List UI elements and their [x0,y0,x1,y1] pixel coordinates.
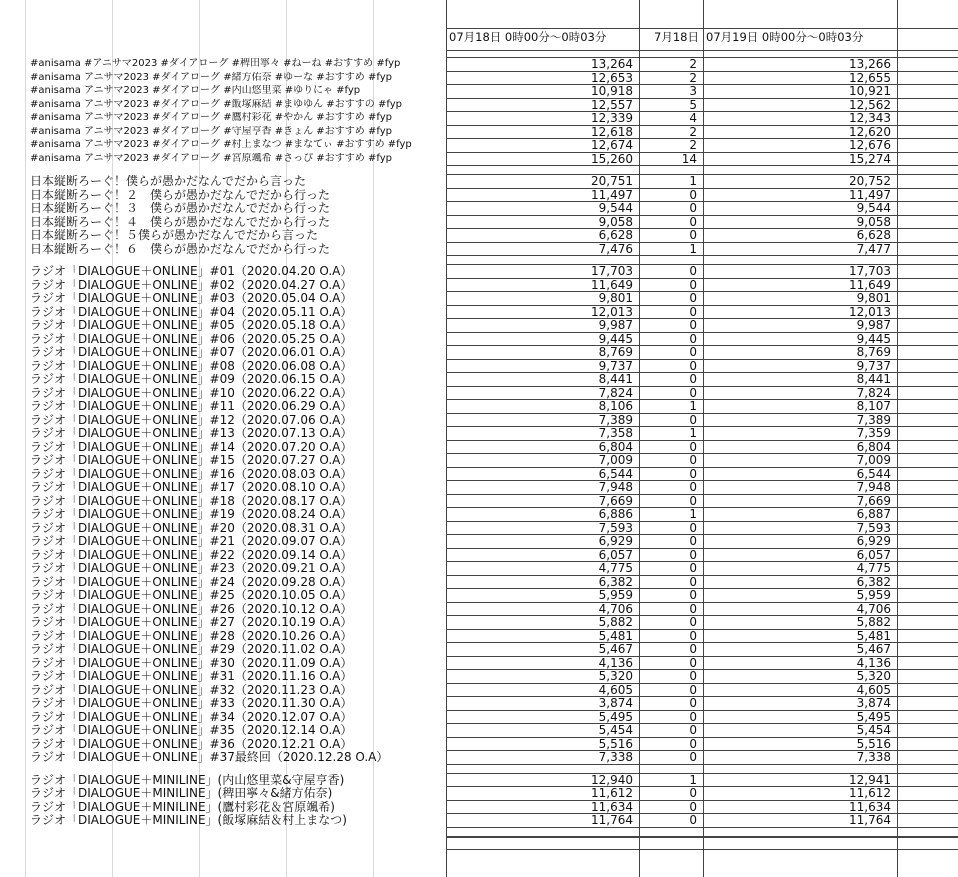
row-name-cell[interactable]: ラジオ「DIALOGUE＋ONLINE」#32（2020.11.23 O.A） [30,684,353,696]
value-cell-col-a[interactable]: 5,959 [598,589,633,601]
value-cell-col-c[interactable]: 13,266 [849,58,891,70]
row-gridline [446,827,958,828]
row-gridline [446,28,958,29]
row-name-cell[interactable]: ラジオ「DIALOGUE＋ONLINE」#10（2020.06.22 O.A） [30,387,353,399]
value-cell-col-c[interactable]: 7,593 [856,522,891,534]
value-cell-col-c[interactable]: 11,764 [849,814,891,826]
value-cell-col-b[interactable]: 0 [689,738,697,750]
row-name-cell[interactable]: ラジオ「DIALOGUE＋MINILINE」(内山悠里菜&守屋亨香) [30,774,345,786]
value-cell-col-b[interactable]: 0 [689,292,697,304]
value-cell-col-b[interactable]: 2 [689,126,697,138]
row-name-cell[interactable]: ラジオ「DIALOGUE＋ONLINE」#29（2020.11.02 O.A） [30,643,353,655]
value-cell-col-a[interactable]: 9,544 [598,202,633,214]
value-cell-col-c[interactable]: 4,706 [856,603,891,615]
value-cell-col-c[interactable]: 6,544 [856,468,891,480]
value-cell-col-a[interactable]: 11,634 [591,801,633,813]
row-name-cell[interactable]: ラジオ「DIALOGUE＋ONLINE」#14（2020.07.20 O.A） [30,441,353,453]
value-cell-col-b[interactable]: 14 [681,153,697,165]
value-cell-col-a[interactable]: 7,358 [598,427,633,439]
value-cell-col-c[interactable]: 9,801 [856,292,891,304]
value-cell-col-a[interactable]: 17,703 [591,265,633,277]
value-cell-col-b[interactable]: 0 [689,522,697,534]
value-cell-col-b[interactable]: 0 [689,373,697,385]
value-cell-col-b[interactable]: 0 [689,684,697,696]
row-name-cell[interactable]: ラジオ「DIALOGUE＋ONLINE」#16（2020.08.03 O.A） [30,468,353,480]
value-cell-col-b[interactable]: 0 [689,306,697,318]
row-name-cell[interactable]: 日本縦断ろーぐ！４ 僕らが愚かだなんでだから行った [30,216,331,228]
value-cell-col-a[interactable]: 7,593 [598,522,633,534]
row-name-cell[interactable]: #anisama #アニサマ2023 #ダイアローグ #稗田寧々 #ねーね #おすすめ #fyp [30,58,401,69]
value-cell-col-b[interactable]: 0 [689,697,697,709]
row-name-cell[interactable]: 日本縦断ろーぐ！５僕らが愚かだなんでだから言った [30,229,319,241]
value-cell-col-c[interactable]: 5,320 [856,670,891,682]
value-cell-col-c[interactable]: 12,655 [849,72,891,84]
row-name-cell[interactable]: ラジオ「DIALOGUE＋ONLINE」#01（2020.04.20 O.A） [30,265,353,277]
value-cell-col-c[interactable]: 12,343 [849,112,891,124]
row-name-cell[interactable]: ラジオ「DIALOGUE＋ONLINE」#21（2020.09.07 O.A） [30,535,353,547]
value-cell-col-a[interactable]: 5,454 [598,724,633,736]
row-name-cell[interactable]: ラジオ「DIALOGUE＋ONLINE」#05（2020.05.18 O.A） [30,319,353,331]
value-cell-col-c[interactable]: 5,481 [856,630,891,642]
value-cell-col-c[interactable]: 7,338 [856,751,891,763]
value-cell-col-c[interactable]: 3,874 [856,697,891,709]
row-gridline [446,849,958,850]
row-name-cell[interactable]: ラジオ「DIALOGUE＋MINILINE」(鷹村彩花＆宮原颯希) [30,801,335,813]
value-cell-col-a[interactable]: 7,009 [598,454,633,466]
value-cell-col-a[interactable]: 11,497 [591,189,633,201]
value-cell-col-b[interactable]: 0 [689,279,697,291]
row-name-cell[interactable]: ラジオ「DIALOGUE＋ONLINE」#23（2020.09.21 O.A） [30,562,353,574]
value-cell-col-c[interactable]: 9,544 [856,202,891,214]
value-cell-col-a[interactable]: 7,669 [598,495,633,507]
row-name-cell[interactable]: ラジオ「DIALOGUE＋ONLINE」#15（2020.07.27 O.A） [30,454,353,466]
value-cell-col-a[interactable]: 4,605 [598,684,633,696]
row-name-cell[interactable]: ラジオ「DIALOGUE＋ONLINE」#26（2020.10.12 O.A） [30,603,353,615]
row-name-cell[interactable]: ラジオ「DIALOGUE＋ONLINE」#13（2020.07.13 O.A） [30,427,353,439]
row-name-cell[interactable]: ラジオ「DIALOGUE＋ONLINE」#30（2020.11.09 O.A） [30,657,353,669]
value-cell-col-c[interactable]: 7,389 [856,414,891,426]
value-cell-col-a[interactable]: 5,320 [598,670,633,682]
value-cell-col-c[interactable]: 6,057 [856,549,891,561]
value-cell-col-a[interactable]: 5,467 [598,643,633,655]
value-cell-col-c[interactable]: 9,737 [856,360,891,372]
value-cell-col-b[interactable]: 0 [689,787,697,799]
value-cell-col-b[interactable]: 3 [689,85,697,97]
value-cell-col-c[interactable]: 6,628 [856,229,891,241]
column-gridline [897,0,898,877]
row-name-cell[interactable]: 日本縦断ろーぐ！６ 僕らが愚かだなんでだから行った [30,243,331,255]
row-name-cell[interactable]: ラジオ「DIALOGUE＋ONLINE」#06（2020.05.25 O.A） [30,333,353,345]
value-cell-col-b[interactable]: 0 [689,576,697,588]
row-name-cell[interactable]: ラジオ「DIALOGUE＋ONLINE」#24（2020.09.28 O.A） [30,576,353,588]
row-name-cell[interactable]: ラジオ「DIALOGUE＋ONLINE」#02（2020.04.27 O.A） [30,279,353,291]
value-cell-col-c[interactable]: 4,605 [856,684,891,696]
value-cell-col-c[interactable]: 11,612 [849,787,891,799]
value-cell-col-a[interactable]: 12,674 [591,139,633,151]
value-cell-col-c[interactable]: 6,804 [856,441,891,453]
value-cell-col-b[interactable]: 0 [689,603,697,615]
value-cell-col-c[interactable]: 11,497 [849,189,891,201]
value-cell-col-b[interactable]: 0 [689,202,697,214]
value-cell-col-b[interactable]: 0 [689,562,697,574]
value-cell-col-a[interactable]: 6,544 [598,468,633,480]
value-cell-col-c[interactable]: 8,441 [856,373,891,385]
value-cell-col-a[interactable]: 9,737 [598,360,633,372]
value-cell-col-a[interactable]: 5,516 [598,738,633,750]
row-name-cell[interactable]: ラジオ「DIALOGUE＋ONLINE」#36（2020.12.21 O.A） [30,738,353,750]
value-cell-col-a[interactable]: 6,929 [598,535,633,547]
value-cell-col-c[interactable]: 6,929 [856,535,891,547]
row-name-cell[interactable]: ラジオ「DIALOGUE＋ONLINE」#17（2020.08.10 O.A） [30,481,353,493]
value-cell-col-a[interactable]: 8,769 [598,346,633,358]
row-name-cell[interactable]: ラジオ「DIALOGUE＋ONLINE」#35（2020.12.14 O.A） [30,724,353,736]
value-cell-col-a[interactable]: 6,382 [598,576,633,588]
value-cell-col-a[interactable]: 15,260 [591,153,633,165]
value-cell-col-c[interactable]: 9,445 [856,333,891,345]
value-cell-col-b[interactable]: 0 [689,360,697,372]
row-name-cell[interactable]: ラジオ「DIALOGUE＋ONLINE」#34（2020.12.07 O.A） [30,711,353,723]
row-name-cell[interactable]: ラジオ「DIALOGUE＋ONLINE」#07（2020.06.01 O.A） [30,346,353,358]
value-cell-col-a[interactable]: 12,653 [591,72,633,84]
value-cell-col-b[interactable]: 0 [689,535,697,547]
column-gridline [25,0,26,877]
value-cell-col-b[interactable]: 0 [689,495,697,507]
header-col-a[interactable]: 07月18日 0時00分～0時03分 [449,30,607,44]
value-cell-col-a[interactable]: 5,495 [598,711,633,723]
value-cell-col-c[interactable]: 12,620 [849,126,891,138]
header-col-b[interactable]: 7月18日 [654,30,699,44]
row-gridline [446,255,958,256]
value-cell-col-b[interactable]: 0 [689,481,697,493]
value-cell-col-b[interactable]: 0 [689,630,697,642]
value-cell-col-c[interactable]: 5,516 [856,738,891,750]
value-cell-col-c[interactable]: 4,136 [856,657,891,669]
value-cell-col-a[interactable]: 6,057 [598,549,633,561]
value-cell-col-b[interactable]: 1 [689,175,697,187]
value-cell-col-a[interactable]: 10,918 [591,85,633,97]
value-cell-col-b[interactable]: 0 [689,387,697,399]
value-cell-col-a[interactable]: 9,987 [598,319,633,331]
row-name-cell[interactable]: 日本縦断ろーぐ！３ 僕らが愚かだなんでだから行った [30,202,331,214]
value-cell-col-b[interactable]: 2 [689,58,697,70]
value-cell-col-b[interactable]: 4 [689,112,697,124]
value-cell-col-c[interactable]: 11,649 [849,279,891,291]
value-cell-col-a[interactable]: 4,706 [598,603,633,615]
row-name-cell[interactable]: ラジオ「DIALOGUE＋ONLINE」#11（2020.06.29 O.A） [30,400,353,412]
value-cell-col-b[interactable]: 2 [689,72,697,84]
value-cell-col-c[interactable]: 12,013 [849,306,891,318]
row-gridline [446,165,958,166]
value-cell-col-b[interactable]: 0 [689,549,697,561]
value-cell-col-c[interactable]: 20,752 [849,175,891,187]
value-cell-col-c[interactable]: 7,669 [856,495,891,507]
row-name-cell[interactable]: ラジオ「DIALOGUE＋ONLINE」#09（2020.06.15 O.A） [30,373,353,385]
value-cell-col-b[interactable]: 1 [689,427,697,439]
row-name-cell[interactable]: ラジオ「DIALOGUE＋ONLINE」#03（2020.05.04 O.A） [30,292,353,304]
value-cell-col-b[interactable]: 0 [689,414,697,426]
row-gridline [446,764,958,765]
value-cell-col-a[interactable]: 11,764 [591,814,633,826]
value-cell-col-c[interactable]: 9,058 [856,216,891,228]
row-name-cell[interactable]: ラジオ「DIALOGUE＋ONLINE」#25（2020.10.05 O.A） [30,589,353,601]
value-cell-col-c[interactable]: 7,477 [856,243,891,255]
row-name-cell[interactable]: ラジオ「DIALOGUE＋ONLINE」#12（2020.07.06 O.A） [30,414,353,426]
value-cell-col-c[interactable]: 6,887 [856,508,891,520]
value-cell-col-b[interactable]: 0 [689,319,697,331]
value-cell-col-a[interactable]: 8,106 [598,400,633,412]
value-cell-col-a[interactable]: 6,886 [598,508,633,520]
value-cell-col-a[interactable]: 7,476 [598,243,633,255]
value-cell-col-a[interactable]: 9,058 [598,216,633,228]
value-cell-col-c[interactable]: 7,824 [856,387,891,399]
value-cell-col-c[interactable]: 5,959 [856,589,891,601]
row-name-cell[interactable]: #anisama アニサマ2023 #ダイアローグ #村上まなつ #まなてぃ #おすすめ #fyp [30,139,412,150]
row-name-cell[interactable]: ラジオ「DIALOGUE＋ONLINE」#22（2020.09.14 O.A） [30,549,353,561]
value-cell-col-b[interactable]: 0 [689,724,697,736]
value-cell-col-a[interactable]: 12,940 [591,774,633,786]
value-cell-col-a[interactable]: 3,874 [598,697,633,709]
value-cell-col-b[interactable]: 0 [689,468,697,480]
row-name-cell[interactable]: #anisama アニサマ2023 #ダイアローグ #守屋亨香 #きょん #おすすめ #fyp [30,126,392,137]
header-col-c[interactable]: 07月19日 0時00分～0時03分 [706,30,864,44]
row-name-cell[interactable]: #anisama アニサマ2023 #ダイアローグ #飯塚麻結 #まゆゆん #おすすの #fyp [30,99,402,110]
value-cell-col-b[interactable]: 0 [689,657,697,669]
value-cell-col-c[interactable]: 5,882 [856,616,891,628]
value-cell-col-a[interactable]: 7,338 [598,751,633,763]
value-cell-col-a[interactable]: 7,824 [598,387,633,399]
row-name-cell[interactable]: #anisama アニサマ2023 #ダイアローグ #鷹村彩花 #やかん #おすすめ #fyp [30,112,392,123]
value-cell-col-c[interactable]: 12,676 [849,139,891,151]
value-cell-col-b[interactable]: 0 [689,333,697,345]
value-cell-col-b[interactable]: 1 [689,774,697,786]
row-name-cell[interactable]: ラジオ「DIALOGUE＋ONLINE」#20（2020.08.31 O.A） [30,522,353,534]
value-cell-col-a[interactable]: 12,557 [591,99,633,111]
value-cell-col-a[interactable]: 7,389 [598,414,633,426]
value-cell-col-c[interactable]: 12,941 [849,774,891,786]
value-cell-col-a[interactable]: 6,804 [598,441,633,453]
value-cell-col-b[interactable]: 0 [689,643,697,655]
value-cell-col-c[interactable]: 10,921 [849,85,891,97]
value-cell-col-c[interactable]: 8,107 [856,400,891,412]
row-gridline [446,50,958,51]
row-name-cell[interactable]: ラジオ「DIALOGUE＋ONLINE」#18（2020.08.17 O.A） [30,495,353,507]
value-cell-col-c[interactable]: 7,948 [856,481,891,493]
value-cell-col-c[interactable]: 5,495 [856,711,891,723]
value-cell-col-c[interactable]: 9,987 [856,319,891,331]
value-cell-col-c[interactable]: 12,562 [849,99,891,111]
value-cell-col-b[interactable]: 0 [689,454,697,466]
value-cell-col-a[interactable]: 7,948 [598,481,633,493]
value-cell-col-c[interactable]: 7,009 [856,454,891,466]
row-name-cell[interactable]: 日本縦断ろーぐ！僕らが愚かだなんでだから言った [30,175,307,187]
row-name-cell[interactable]: ラジオ「DIALOGUE＋ONLINE」#08（2020.06.08 O.A） [30,360,353,372]
value-cell-col-a[interactable]: 4,136 [598,657,633,669]
value-cell-col-a[interactable]: 12,618 [591,126,633,138]
row-name-cell[interactable]: ラジオ「DIALOGUE＋ONLINE」#33（2020.11.30 O.A） [30,697,353,709]
value-cell-col-a[interactable]: 13,264 [591,58,633,70]
value-cell-col-a[interactable]: 5,882 [598,616,633,628]
value-cell-col-c[interactable]: 11,634 [849,801,891,813]
value-cell-col-b[interactable]: 2 [689,139,697,151]
value-cell-col-a[interactable]: 12,339 [591,112,633,124]
value-cell-col-c[interactable]: 6,382 [856,576,891,588]
row-name-cell[interactable]: 日本縦断ろーぐ！２ 僕らが愚かだなんでだから行った [30,189,331,201]
value-cell-col-b[interactable]: 0 [689,229,697,241]
value-cell-col-c[interactable]: 17,703 [849,265,891,277]
value-cell-col-b[interactable]: 1 [689,243,697,255]
value-cell-col-a[interactable]: 9,801 [598,292,633,304]
row-name-cell[interactable]: ラジオ「DIALOGUE＋ONLINE」#28（2020.10.26 O.A） [30,630,353,642]
value-cell-col-a[interactable]: 6,628 [598,229,633,241]
value-cell-col-b[interactable]: 0 [689,441,697,453]
value-cell-col-c[interactable]: 5,467 [856,643,891,655]
row-name-cell[interactable]: ラジオ「DIALOGUE＋ONLINE」#27（2020.10.19 O.A） [30,616,353,628]
value-cell-col-b[interactable]: 0 [689,265,697,277]
value-cell-col-b[interactable]: 0 [689,751,697,763]
value-cell-col-b[interactable]: 1 [689,508,697,520]
row-name-cell[interactable]: #anisama アニサマ2023 #ダイアローグ #内山悠里菜 #ゆりにゃ #fyp [30,85,361,96]
row-gridline [446,837,958,838]
row-name-cell[interactable]: #anisama アニサマ2023 #ダイアローグ #緒方佑奈 #ゆーな #おすすめ #fyp [30,72,392,83]
value-cell-col-b[interactable]: 1 [689,400,697,412]
value-cell-col-b[interactable]: 0 [689,711,697,723]
value-cell-col-b[interactable]: 0 [689,216,697,228]
row-name-cell[interactable]: ラジオ「DIALOGUE＋MINILINE」(飯塚麻結＆村上まなつ) [30,814,347,826]
row-name-cell[interactable]: ラジオ「DIALOGUE＋ONLINE」#19（2020.08.24 O.A） [30,508,353,520]
value-cell-col-b[interactable]: 0 [689,814,697,826]
value-cell-col-b[interactable]: 0 [689,589,697,601]
value-cell-col-a[interactable]: 9,445 [598,333,633,345]
value-cell-col-c[interactable]: 8,769 [856,346,891,358]
value-cell-col-a[interactable]: 11,649 [591,279,633,291]
value-cell-col-a[interactable]: 11,612 [591,787,633,799]
value-cell-col-c[interactable]: 5,454 [856,724,891,736]
value-cell-col-b[interactable]: 0 [689,616,697,628]
value-cell-col-b[interactable]: 5 [689,99,697,111]
row-name-cell[interactable]: #anisama アニサマ2023 #ダイアローグ #宮原颯希 #さっぴ #おすすめ #fyp [30,153,392,164]
row-name-cell[interactable]: ラジオ「DIALOGUE＋ONLINE」#31（2020.11.16 O.A） [30,670,353,682]
value-cell-col-c[interactable]: 4,775 [856,562,891,574]
row-name-cell[interactable]: ラジオ「DIALOGUE＋MINILINE」(稗田寧々&緒方佑奈) [30,787,333,799]
row-name-cell[interactable]: ラジオ「DIALOGUE＋ONLINE」#04（2020.05.11 O.A） [30,306,353,318]
value-cell-col-a[interactable]: 20,751 [591,175,633,187]
value-cell-col-b[interactable]: 0 [689,670,697,682]
value-cell-col-a[interactable]: 8,441 [598,373,633,385]
row-name-cell[interactable]: ラジオ「DIALOGUE＋ONLINE」#37最終回（2020.12.28 O.A） [30,751,389,763]
value-cell-col-a[interactable]: 4,775 [598,562,633,574]
value-cell-col-b[interactable]: 0 [689,189,697,201]
value-cell-col-c[interactable]: 15,274 [849,153,891,165]
value-cell-col-a[interactable]: 12,013 [591,306,633,318]
value-cell-col-c[interactable]: 7,359 [856,427,891,439]
value-cell-col-a[interactable]: 5,481 [598,630,633,642]
value-cell-col-b[interactable]: 0 [689,801,697,813]
value-cell-col-b[interactable]: 0 [689,346,697,358]
